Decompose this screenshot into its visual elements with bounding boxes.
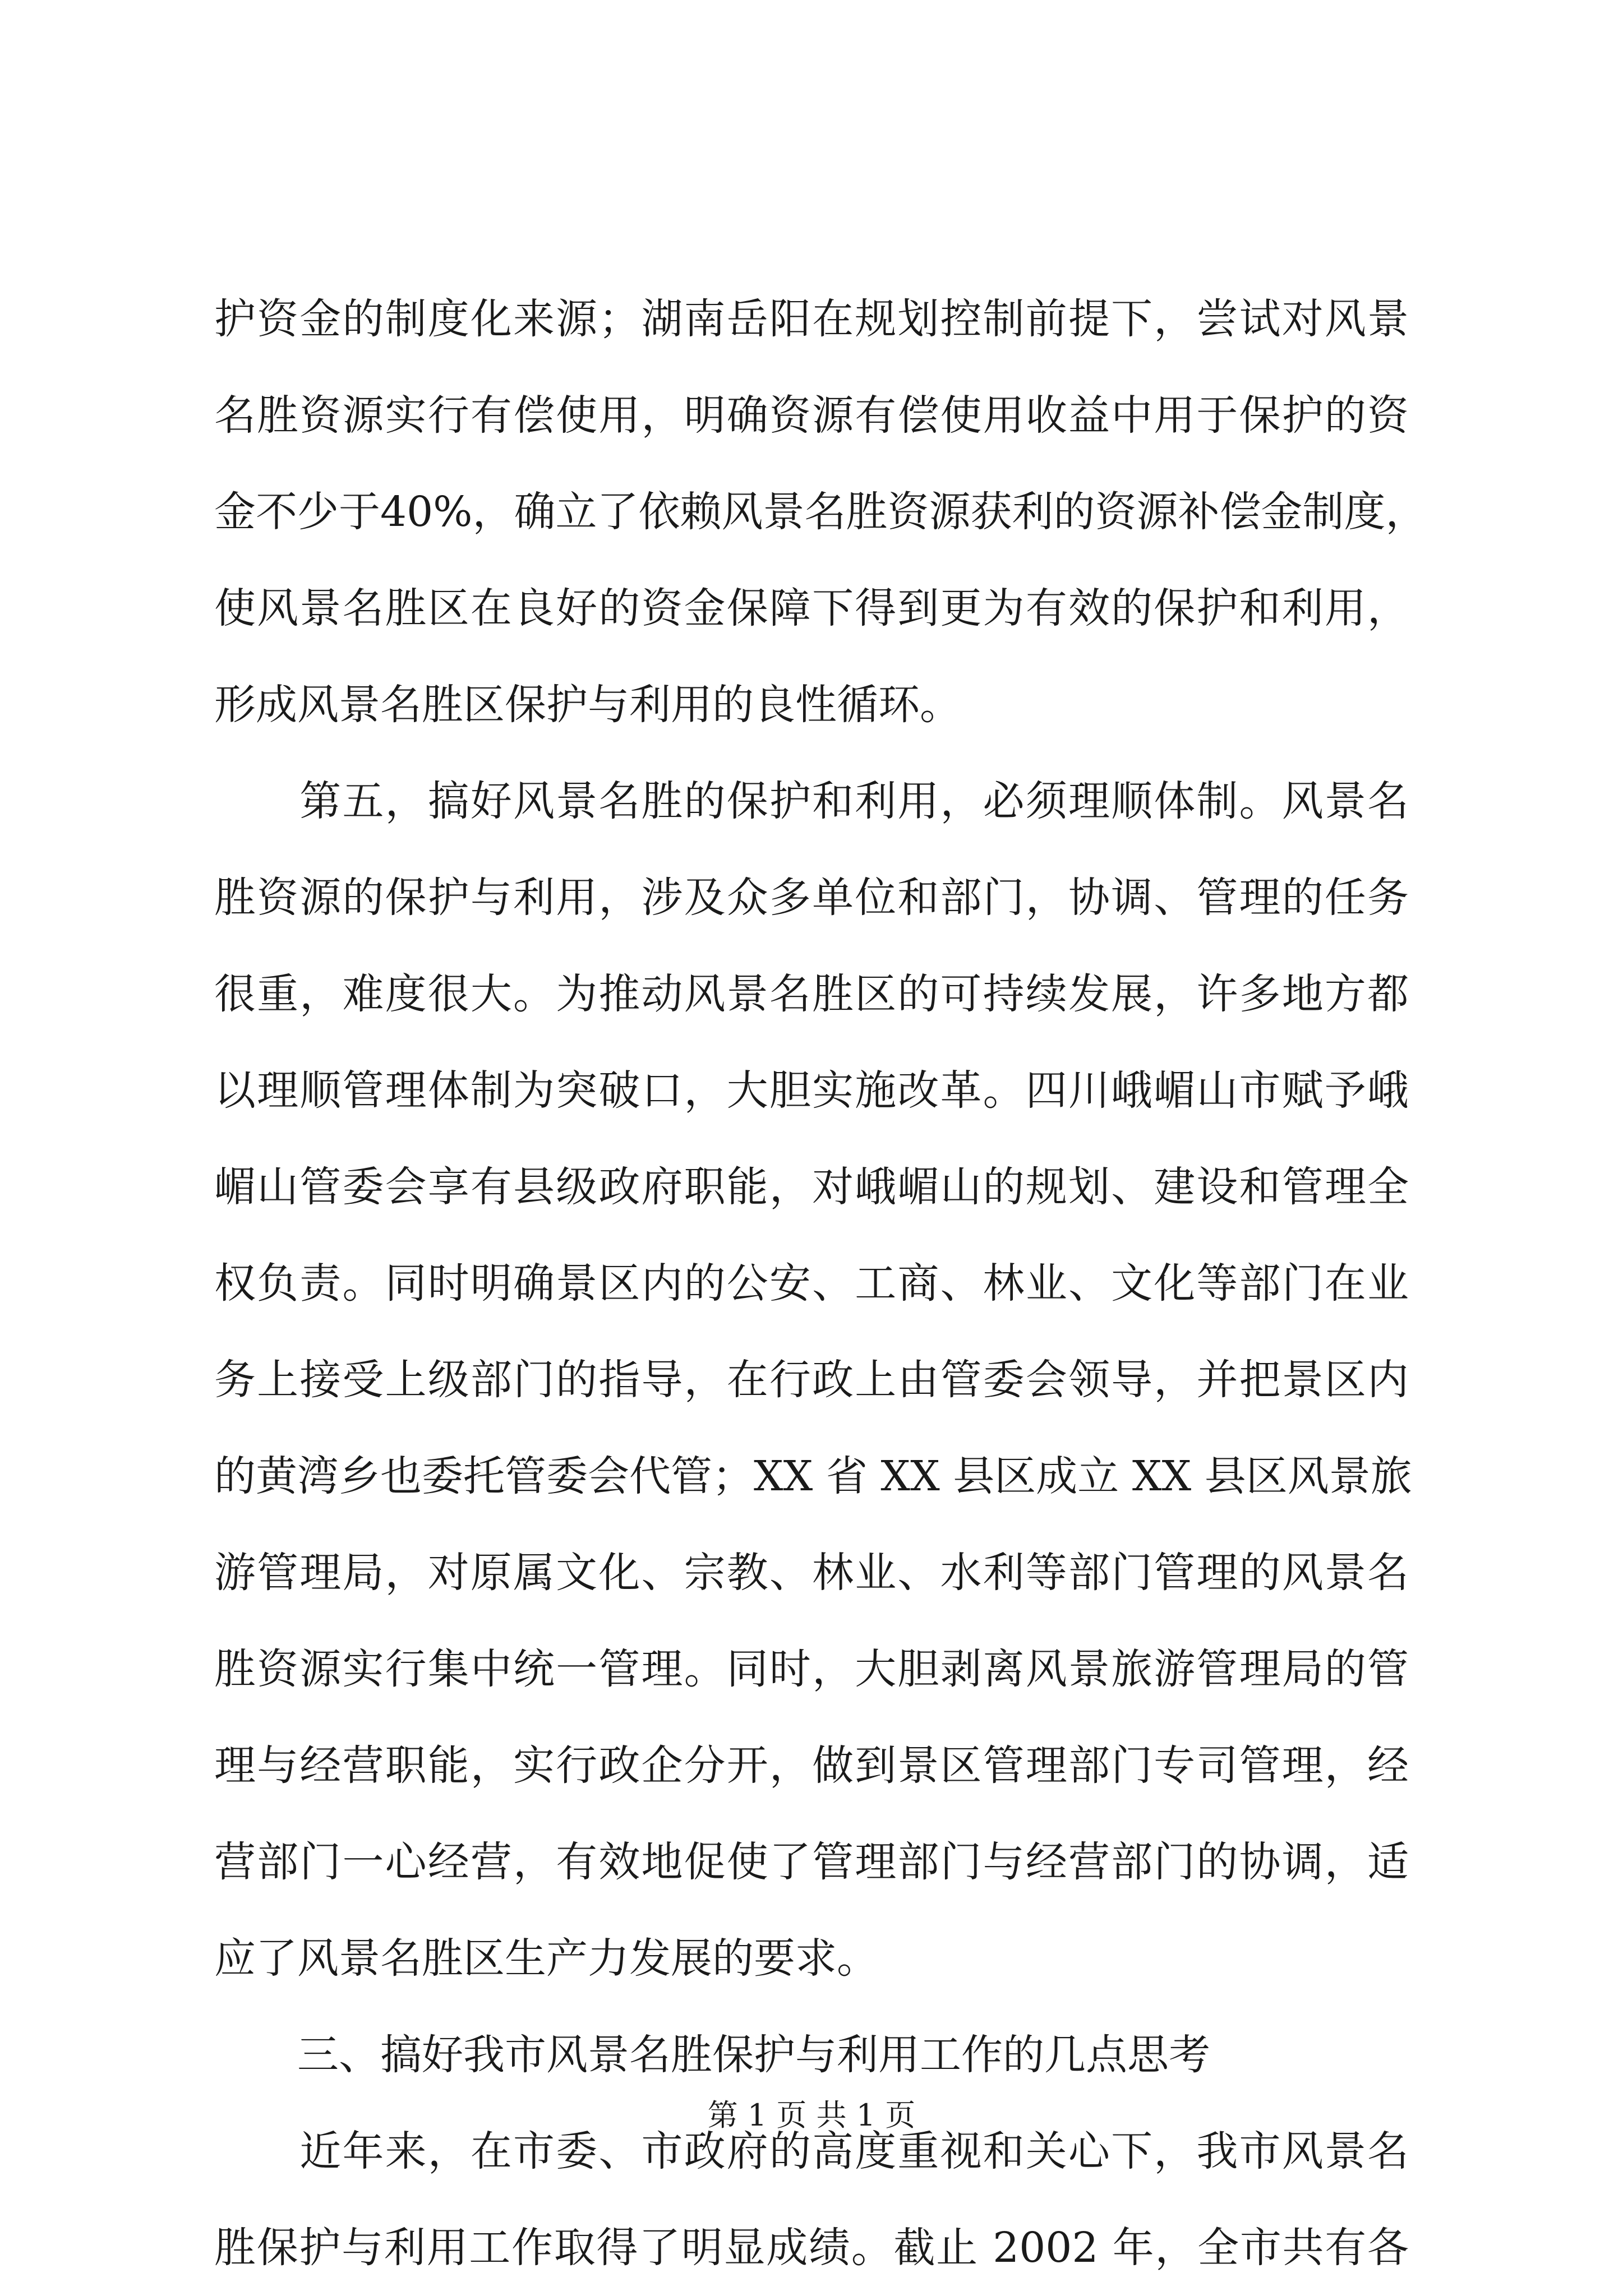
- text-line: 胜资源的保护与利用，涉及众多单位和部门，协调、管理的任务: [214, 874, 1409, 922]
- text-line: 游管理局，对原属文化、宗教、林业、水利等部门管理的风景名: [214, 1549, 1409, 1597]
- page-footer: 第 1 页 共 1 页: [707, 2098, 916, 2133]
- text-line: 使风景名胜区在良好的资金保障下得到更为有效的保护和利用，: [214, 584, 1409, 632]
- text-line: 很重，难度很大。为推动风景名胜区的可持续发展，许多地方都: [214, 970, 1409, 1018]
- text-line: 胜保护与利用工作取得了明显成绩。截止 2002 年，全市共有各: [214, 2224, 1409, 2272]
- text-line: 务上接受上级部门的指导，在行政上由管委会领导，并把景区内: [214, 1356, 1409, 1404]
- text-line: 名胜资源实行有偿使用，明确资源有偿使用收益中用于保护的资: [214, 391, 1409, 440]
- text-line: 营部门一心经营，有效地促使了管理部门与经营部门的协调，适: [214, 1838, 1409, 1886]
- text-line: 以理顺管理体制为突破口，大胆实施改革。四川峨嵋山市赋予峨: [214, 1066, 1409, 1115]
- text-line: 第五，搞好风景名胜的保护和利用，必须理顺体制。风景名: [214, 777, 1409, 825]
- body-text: [214, 271, 1427, 2296]
- text-line: 金不少于40%，确立了依赖风景名胜资源获利的资源补偿金制度，: [214, 488, 1427, 536]
- text-line: 的黄湾乡也委托管委会代管；XX 省 XX 县区成立 XX 县区风景旅: [214, 1452, 1412, 1500]
- text-line: 嵋山管委会享有县级政府职能，对峨嵋山的规划、建设和管理全: [214, 1163, 1409, 1211]
- text-line: 护资金的制度化来源；湖南岳阳在规划控制前提下，尝试对风景: [214, 295, 1409, 343]
- text-line: 应了风景名胜区生产力发展的要求。: [214, 1934, 878, 1983]
- text-line: 近年来，在市委、市政府的高度重视和关心下，我市风景名: [214, 2127, 1409, 2175]
- text-line: 权负责。同时明确景区内的公安、工商、林业、文化等部门在业: [214, 1259, 1409, 1308]
- text-line: 形成风景名胜区保护与利用的良性循环。: [214, 681, 961, 729]
- text-line: 理与经营职能，实行政企分开，做到景区管理部门专司管理，经: [214, 1741, 1409, 1790]
- section-heading: 三、搞好我市风景名胜保护与利用工作的几点思考: [214, 2031, 1210, 2079]
- text-line: 胜资源实行集中统一管理。同时，大胆剥离风景旅游管理局的管: [214, 1645, 1409, 1693]
